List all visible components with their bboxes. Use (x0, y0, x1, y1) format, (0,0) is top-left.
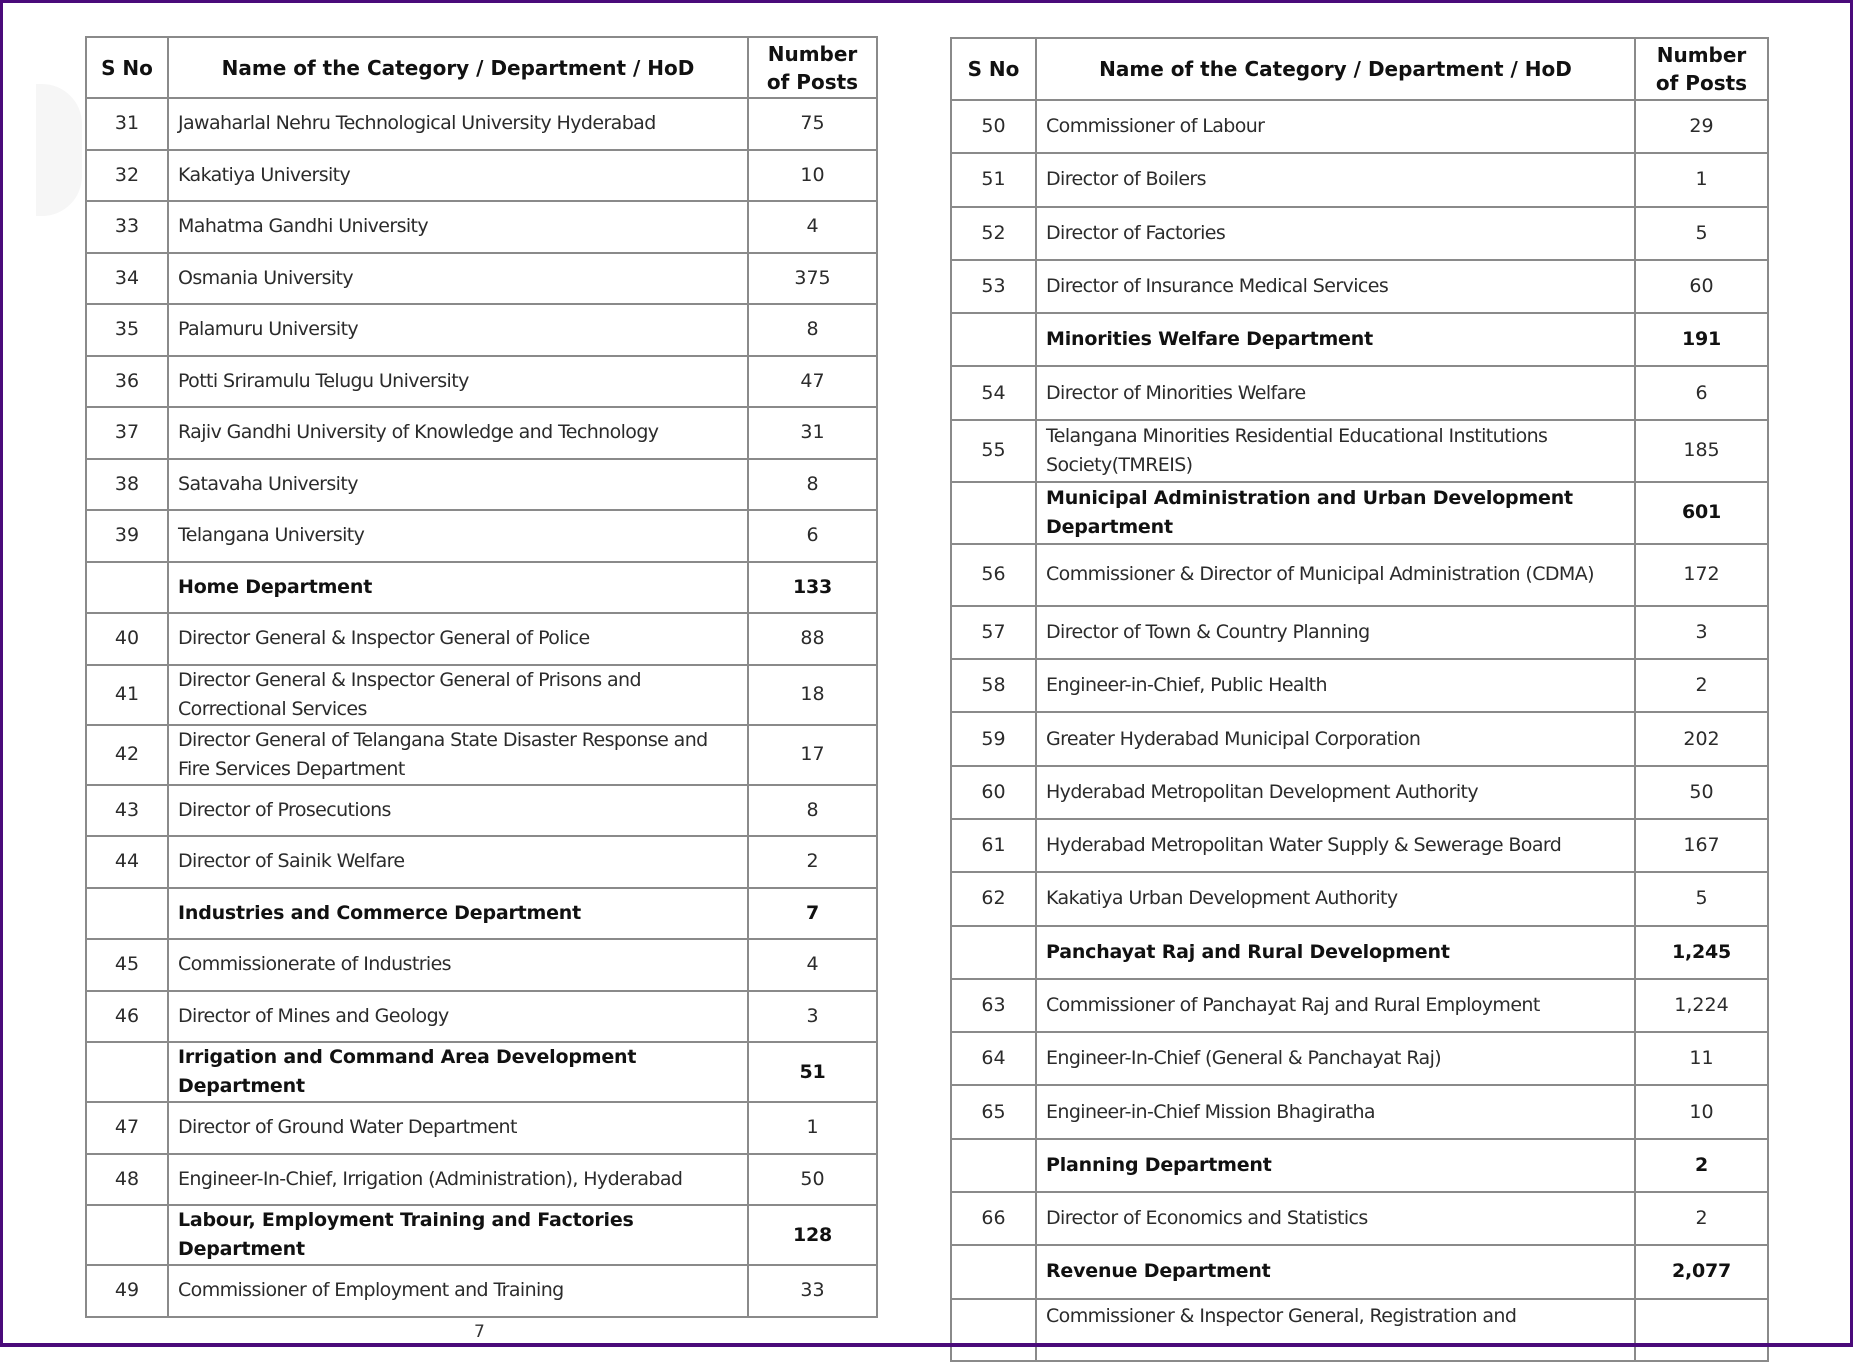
department-name: Industries and Commerce Department (168, 888, 748, 940)
row-name: Commissioner of Panchayat Raj and Rural Employment (1036, 979, 1635, 1032)
row-name: Director General of Telangana State Disaster Response and Fire Services Department (168, 725, 748, 785)
table-row (951, 207, 1768, 260)
row-posts: 8 (748, 785, 877, 837)
table-row (951, 606, 1768, 659)
row-sno: 50 (951, 100, 1036, 153)
table-row (86, 613, 877, 665)
department-name: Revenue Department (1036, 1245, 1635, 1298)
column-header-posts: Number of Posts (1635, 38, 1768, 100)
row-sno: 34 (86, 253, 168, 305)
row-posts: 50 (748, 1154, 877, 1206)
table-row (86, 304, 877, 356)
row-name: Hyderabad Metropolitan Development Authority (1036, 766, 1635, 819)
table-row (951, 1085, 1768, 1138)
row-sno (86, 1205, 168, 1265)
department-name: Panchayat Raj and Rural Development (1036, 926, 1635, 979)
department-total: 191 (1635, 313, 1768, 366)
table-row (86, 991, 877, 1043)
table-row (86, 725, 877, 785)
row-sno (86, 562, 168, 614)
row-name: Commissioner of Labour (1036, 100, 1635, 153)
table-row (951, 153, 1768, 206)
row-name: Engineer-in-Chief Mission Bhagiratha (1036, 1085, 1635, 1138)
department-total: 133 (748, 562, 877, 614)
row-name: Hyderabad Metropolitan Water Supply & Sewerage Board (1036, 819, 1635, 872)
department-total: 51 (748, 1042, 877, 1102)
row-posts: 202 (1635, 712, 1768, 765)
table-row (951, 659, 1768, 712)
department-name: Labour, Employment Training and Factories Department (168, 1205, 748, 1265)
row-posts: 88 (748, 613, 877, 665)
table-header-row (951, 38, 1768, 100)
row-posts: 31 (748, 407, 877, 459)
row-posts: 33 (748, 1265, 877, 1317)
row-sno: 61 (951, 819, 1036, 872)
row-sno: 32 (86, 150, 168, 202)
row-posts: 2 (1635, 1192, 1768, 1245)
row-name: Director General & Inspector General of Police (168, 613, 748, 665)
row-name: Potti Sriramulu Telugu University (168, 356, 748, 408)
table-row (951, 979, 1768, 1032)
column-header-name: Name of the Category / Department / HoD (168, 37, 748, 98)
row-posts: 11 (1635, 1032, 1768, 1085)
table-row (86, 98, 877, 150)
department-total: 128 (748, 1205, 877, 1265)
table-row (951, 1192, 1768, 1245)
table-row (951, 366, 1768, 419)
row-name: Director of Factories (1036, 207, 1635, 260)
row-sno: 47 (86, 1102, 168, 1154)
row-sno: 44 (86, 836, 168, 888)
table-header-row (86, 37, 877, 98)
row-name: Director of Minorities Welfare (1036, 366, 1635, 419)
row-sno (951, 1245, 1036, 1298)
row-name: Palamuru University (168, 304, 748, 356)
department-total: 1,245 (1635, 926, 1768, 979)
table-row (86, 785, 877, 837)
row-sno: 38 (86, 459, 168, 511)
department-row (951, 926, 1768, 979)
row-sno: 56 (951, 544, 1036, 606)
row-sno: 65 (951, 1085, 1036, 1138)
table-row (86, 253, 877, 305)
row-sno (86, 888, 168, 940)
table-row (86, 1154, 877, 1206)
table-row (86, 939, 877, 991)
row-posts: 29 (1635, 100, 1768, 153)
department-name: Minorities Welfare Department (1036, 313, 1635, 366)
row-name: Satavaha University (168, 459, 748, 511)
table-row-partial (951, 1299, 1768, 1361)
row-posts: 2 (1635, 659, 1768, 712)
table-row (86, 836, 877, 888)
row-sno: 54 (951, 366, 1036, 419)
table-row (86, 407, 877, 459)
table-row (951, 712, 1768, 765)
right-table-viewport (950, 37, 1768, 1327)
table-row (86, 665, 877, 725)
department-row (86, 1042, 877, 1102)
department-row (86, 562, 877, 614)
row-sno: 42 (86, 725, 168, 785)
department-name: Home Department (168, 562, 748, 614)
row-sno: 31 (86, 98, 168, 150)
row-posts: 6 (748, 510, 877, 562)
row-posts: 1 (1635, 153, 1768, 206)
row-sno: 49 (86, 1265, 168, 1317)
row-sno (951, 482, 1036, 544)
row-name: Director of Ground Water Department (168, 1102, 748, 1154)
posts-table-left (85, 36, 878, 1318)
row-sno: 62 (951, 872, 1036, 925)
department-row (86, 888, 877, 940)
row-posts: 2 (748, 836, 877, 888)
department-total: 2 (1635, 1139, 1768, 1192)
row-name: Mahatma Gandhi University (168, 201, 748, 253)
row-posts: 60 (1635, 260, 1768, 313)
row-posts (1635, 1299, 1768, 1361)
row-posts: 8 (748, 459, 877, 511)
background-watermark-shape (36, 84, 82, 216)
row-name: Engineer-in-Chief, Public Health (1036, 659, 1635, 712)
department-total: 7 (748, 888, 877, 940)
row-sno: 58 (951, 659, 1036, 712)
row-posts: 8 (748, 304, 877, 356)
table-row (951, 100, 1768, 153)
department-row (951, 1139, 1768, 1192)
table-row (951, 872, 1768, 925)
row-name: Osmania University (168, 253, 748, 305)
row-posts: 47 (748, 356, 877, 408)
department-row (951, 313, 1768, 366)
row-posts: 5 (1635, 207, 1768, 260)
row-name: Engineer-In-Chief (General & Panchayat Raj) (1036, 1032, 1635, 1085)
row-name: Commissioner & Inspector General, Registration and (1036, 1299, 1635, 1361)
row-sno: 59 (951, 712, 1036, 765)
department-name: Planning Department (1036, 1139, 1635, 1192)
row-posts: 4 (748, 201, 877, 253)
row-posts: 75 (748, 98, 877, 150)
row-sno: 39 (86, 510, 168, 562)
row-posts: 1 (748, 1102, 877, 1154)
row-sno: 43 (86, 785, 168, 837)
table-row (86, 201, 877, 253)
row-sno: 45 (86, 939, 168, 991)
table-row (951, 1032, 1768, 1085)
row-name: Commissioner & Director of Municipal Administration (CDMA) (1036, 544, 1635, 606)
row-posts: 167 (1635, 819, 1768, 872)
row-sno: 35 (86, 304, 168, 356)
row-sno: 41 (86, 665, 168, 725)
department-row (951, 1245, 1768, 1298)
row-name: Telangana University (168, 510, 748, 562)
row-posts: 5 (1635, 872, 1768, 925)
row-name: Engineer-In-Chief, Irrigation (Administration), Hyderabad (168, 1154, 748, 1206)
column-header-name: Name of the Category / Department / HoD (1036, 38, 1635, 100)
row-sno: 46 (86, 991, 168, 1043)
row-posts: 3 (1635, 606, 1768, 659)
row-sno (951, 926, 1036, 979)
row-sno: 37 (86, 407, 168, 459)
row-sno: 66 (951, 1192, 1036, 1245)
row-sno: 51 (951, 153, 1036, 206)
row-name: Director General & Inspector General of Prisons and Correctional Services (168, 665, 748, 725)
row-sno: 57 (951, 606, 1036, 659)
row-name: Kakatiya Urban Development Authority (1036, 872, 1635, 925)
row-posts: 18 (748, 665, 877, 725)
table-row (86, 1102, 877, 1154)
table-row (951, 260, 1768, 313)
row-name: Director of Prosecutions (168, 785, 748, 837)
row-sno: 36 (86, 356, 168, 408)
table-row (86, 459, 877, 511)
table-row (951, 819, 1768, 872)
row-posts: 50 (1635, 766, 1768, 819)
department-name: Municipal Administration and Urban Development Department (1036, 482, 1635, 544)
department-row (86, 1205, 877, 1265)
row-posts: 375 (748, 253, 877, 305)
row-posts: 10 (748, 150, 877, 202)
row-posts: 17 (748, 725, 877, 785)
row-name: Director of Insurance Medical Services (1036, 260, 1635, 313)
department-name: Irrigation and Command Area Development Department (168, 1042, 748, 1102)
table-row (86, 1265, 877, 1317)
row-sno: 55 (951, 420, 1036, 482)
department-total: 2,077 (1635, 1245, 1768, 1298)
page-number: 7 (474, 1322, 485, 1342)
table-row (951, 544, 1768, 606)
row-name: Director of Boilers (1036, 153, 1635, 206)
row-name: Rajiv Gandhi University of Knowledge and Technology (168, 407, 748, 459)
row-posts: 172 (1635, 544, 1768, 606)
row-sno: 60 (951, 766, 1036, 819)
column-header-posts: Number of Posts (748, 37, 877, 98)
row-name: Kakatiya University (168, 150, 748, 202)
row-name: Director of Town & Country Planning (1036, 606, 1635, 659)
row-name: Director of Economics and Statistics (1036, 1192, 1635, 1245)
row-sno: 33 (86, 201, 168, 253)
row-posts: 185 (1635, 420, 1768, 482)
row-sno (951, 1139, 1036, 1192)
row-name: Commissionerate of Industries (168, 939, 748, 991)
row-sno: 48 (86, 1154, 168, 1206)
row-name: Telangana Minorities Residential Educational Institutions Society(TMREIS) (1036, 420, 1635, 482)
row-name: Director of Mines and Geology (168, 991, 748, 1043)
table-row (86, 510, 877, 562)
row-posts: 6 (1635, 366, 1768, 419)
row-posts: 4 (748, 939, 877, 991)
row-name: Director of Sainik Welfare (168, 836, 748, 888)
row-sno (86, 1042, 168, 1102)
row-posts: 10 (1635, 1085, 1768, 1138)
row-sno: 40 (86, 613, 168, 665)
row-sno: 63 (951, 979, 1036, 1032)
row-sno (951, 1299, 1036, 1361)
row-posts: 1,224 (1635, 979, 1768, 1032)
row-sno: 53 (951, 260, 1036, 313)
row-sno: 52 (951, 207, 1036, 260)
table-row (951, 766, 1768, 819)
table-row (951, 420, 1768, 482)
department-total: 601 (1635, 482, 1768, 544)
row-name: Commissioner of Employment and Training (168, 1265, 748, 1317)
table-row (86, 150, 877, 202)
row-name: Greater Hyderabad Municipal Corporation (1036, 712, 1635, 765)
department-row (951, 482, 1768, 544)
row-posts: 3 (748, 991, 877, 1043)
row-sno (951, 313, 1036, 366)
table-row (86, 356, 877, 408)
column-header-sno: S No (86, 37, 168, 98)
row-sno: 64 (951, 1032, 1036, 1085)
column-header-sno: S No (951, 38, 1036, 100)
posts-table-right (950, 37, 1769, 1362)
row-name: Jawaharlal Nehru Technological University Hyderabad (168, 98, 748, 150)
